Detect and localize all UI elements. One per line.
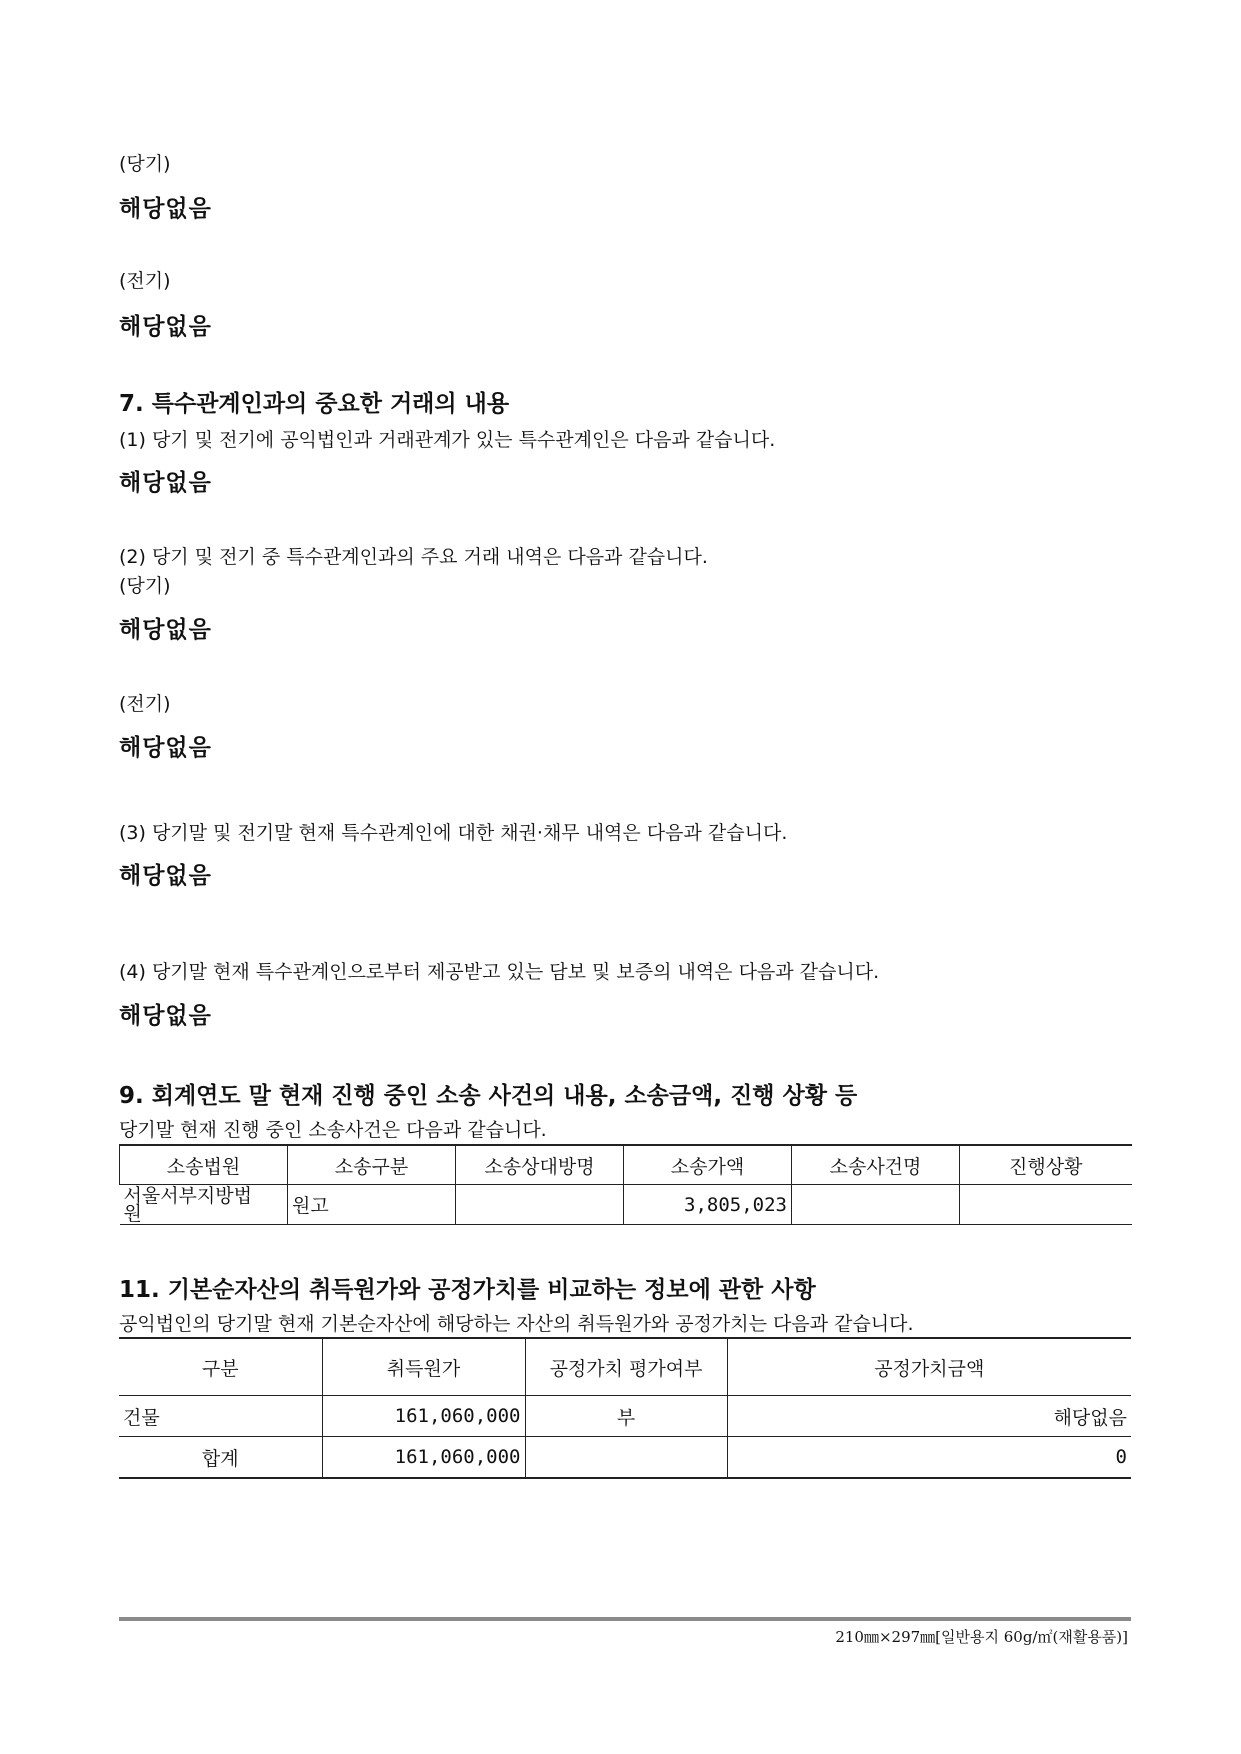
section7-q2: (2) 당기 및 전기 중 특수관계인과의 주요 거래 내역은 다음과 같습니다. [119,546,708,568]
table-row [120,1185,1132,1225]
header-type: 소송구분 [288,1145,456,1185]
table-row [119,1396,1131,1437]
cell-name: 합계 [119,1437,322,1479]
header-status: 진행상황 [960,1145,1132,1185]
section7-q2-prior-label: (전기) [119,693,171,715]
section7-q4: (4) 당기말 현재 특수관계인으로부터 제공받고 있는 담보 및 보증의 내역은 다음과 같습니다. [119,961,880,983]
header-case-name: 소송사건명 [792,1145,960,1185]
prior-period-label: (전기) [119,270,171,292]
litigation-table [119,1144,1132,1225]
header-court: 소송법원 [120,1145,288,1185]
litigation-header-row [120,1145,1132,1185]
cell-case-name [792,1185,960,1225]
table-row [119,1437,1131,1479]
cell-evaluated [525,1437,727,1479]
cell-amount: 3,805,023 [624,1185,792,1225]
section7-q1-value: 해당없음 [119,470,212,496]
prior-period-value: 해당없음 [119,314,212,340]
section7-q1: (1) 당기 및 전기에 공익법인과 거래관계가 있는 특수관계인은 다음과 같습니다. [119,429,776,451]
cell-opponent [456,1185,624,1225]
section7-q4-value: 해당없음 [119,1003,212,1029]
header-amount: 소송가액 [624,1145,792,1185]
footer-divider [119,1617,1131,1621]
section7-title: 7. 특수관계인과의 중요한 거래의 내용 [119,391,510,417]
header-opponent: 소송상대방명 [456,1145,624,1185]
current-period-value: 해당없음 [119,196,212,222]
footer-paper-spec: 210㎜×297㎜[일반용지 60g/㎡(재활용품)] [835,1628,1128,1646]
section11-intro: 공익법인의 당기말 현재 기본순자산에 해당하는 자산의 취득원가와 공정가치는 다음과 같습니다. [119,1313,914,1335]
section7-q2-prior-value: 해당없음 [119,735,212,761]
asset-table [119,1337,1131,1479]
section7-q3: (3) 당기말 및 전기말 현재 특수관계인에 대한 채권·채무 내역은 다음과 같습니다. [119,822,788,844]
cell-fair-value: 0 [727,1437,1131,1479]
asset-header-row [119,1338,1131,1396]
cell-fair-value: 해당없음 [727,1396,1131,1437]
cell-evaluated: 부 [525,1396,727,1437]
header-fair-value: 공정가치금액 [727,1338,1131,1396]
cell-court-line2: 원 [123,1203,142,1225]
section9-intro: 당기말 현재 진행 중인 소송사건은 다음과 같습니다. [119,1119,547,1141]
cell-cost: 161,060,000 [322,1437,525,1479]
cell-court-line1: 서울서부지방법 [123,1185,252,1207]
cell-court [120,1185,288,1225]
current-period-label: (당기) [119,153,171,175]
header-evaluated: 공정가치 평가여부 [525,1338,727,1396]
header-cost: 취득원가 [322,1338,525,1396]
section9-title: 9. 회계연도 말 현재 진행 중인 소송 사건의 내용, 소송금액, 진행 상황 등 [119,1083,858,1109]
cell-name: 건물 [119,1396,322,1437]
header-category: 구분 [119,1338,322,1396]
cell-cost: 161,060,000 [322,1396,525,1437]
section11-title: 11. 기본순자산의 취득원가와 공정가치를 비교하는 정보에 관한 사항 [119,1277,816,1303]
section7-q2-current-value: 해당없음 [119,617,212,643]
section7-q3-value: 해당없음 [119,863,212,889]
cell-status [960,1185,1132,1225]
cell-type: 원고 [288,1185,456,1225]
section7-q2-current-label: (당기) [119,575,171,597]
